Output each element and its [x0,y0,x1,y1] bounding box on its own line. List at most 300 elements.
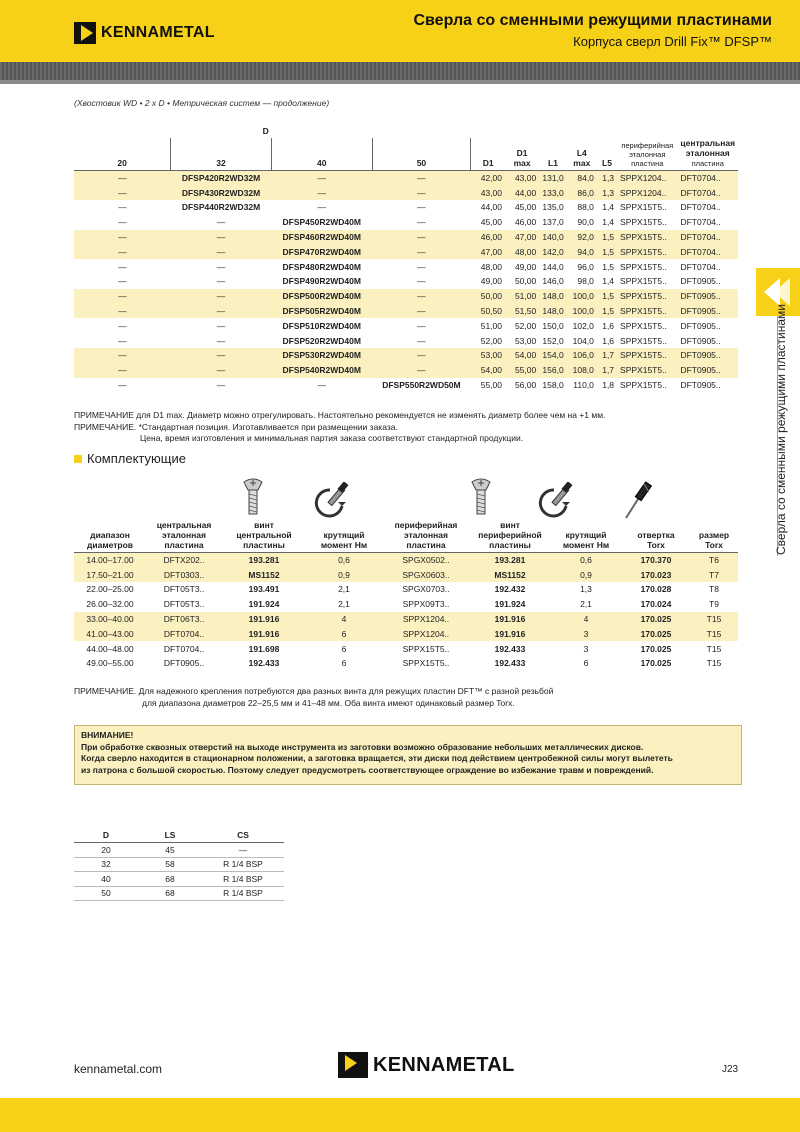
table-row [74,304,738,319]
table-cell: 1,3 [580,584,592,595]
table-cell: — [372,185,471,200]
table-cell: 14.00–17.00 [74,553,146,568]
footer-brand: KENNAMETAL [373,1053,515,1076]
table-cell: 53,00 [514,335,537,346]
table-cell: 50,50 [471,304,505,319]
table-cell: DFT0905.. [677,363,738,378]
table-cell: 1,7 [597,348,617,363]
table-row [74,626,738,641]
table-cell: T15 [690,626,738,641]
accessory-icons [74,478,738,520]
table-cell: 48,00 [505,244,539,259]
table-cell: 6 [583,658,589,669]
col-header-l4max: L4 max [567,138,597,171]
table-cell: 41.00–43.00 [74,626,146,641]
table-cell: — [118,320,127,331]
table-cell: 104,0 [572,335,594,346]
table-cell: 191.698 [248,643,280,654]
table-cell: 193.491 [248,584,280,595]
accessories-table [74,520,738,671]
table-cell: SPPX15T5.. [617,230,677,245]
table-cell: — [118,335,127,346]
table-cell: 33.00–40.00 [74,612,146,627]
table-cell: 192.432 [494,584,526,595]
table-cell: 44.00–48.00 [86,643,134,654]
table-cell: 150,0 [542,320,564,331]
table-cell: 54,00 [471,363,505,378]
table-cell: 1,8 [602,380,615,391]
table-cell: — [372,230,471,245]
table-cell: 86,0 [567,185,597,200]
screw-icon [470,478,492,518]
table-cell: 1,4 [602,217,615,228]
table-cell: DFSP460R2WD40M [271,230,372,245]
table-cell: SPPX15T5.. [620,276,667,287]
table-cell: 51,00 [480,320,502,331]
table-cell: — [171,363,272,378]
table-cell: 170.370 [622,553,690,568]
table-cell: R 1/4 BSP [202,872,284,887]
table-cell: 108,0 [567,363,597,378]
table-cell: 51,50 [505,304,539,319]
table-cell: — [372,363,471,378]
table-row [74,656,738,671]
table-cell: — [74,363,171,378]
table-cell: 20 [74,843,138,858]
table-cell: — [74,230,171,245]
table-cell: 142,0 [539,244,566,259]
table-cell: DFT0704.. [677,185,738,200]
table-cell: 170.028 [640,584,672,595]
table-cell: 191.924 [494,599,526,610]
table-cell: 100,0 [567,304,597,319]
table-cell: DFT0704.. [680,202,721,213]
table-cell: 1,5 [597,244,617,259]
accessories-notes [74,686,553,709]
table-row [74,553,738,568]
table-cell: 193.281 [470,553,550,568]
table-cell: 54,00 [505,348,539,363]
table-cell: 152,0 [542,335,564,346]
table-row [74,333,738,348]
table-cell: 1,5 [602,261,615,272]
table-cell: — [171,348,272,363]
table-cell: SPPX15T5.. [402,643,450,654]
table-cell: — [118,217,127,228]
col-header: периферийная эталонная пластина [382,520,470,553]
table-cell: 2,1 [580,599,592,610]
table-cell: DFSP430R2WD32M [171,185,272,200]
table-row [74,363,738,378]
table-cell: DFT0905.. [680,335,721,346]
table-cell: 96,0 [577,261,594,272]
table-cell: R 1/4 BSP [202,886,284,901]
table-cell: — [372,171,471,186]
table-cell: 133,0 [539,185,566,200]
table-cell: SPPX15T5.. [620,261,667,272]
table-cell: 0,6 [550,553,622,568]
table-cell: 6 [341,658,347,669]
table-cell: 49,00 [480,276,502,287]
table-cell: DFSP500R2WD40M [271,289,372,304]
table-cell: DFT0704.. [677,244,738,259]
table-cell: — [118,261,127,272]
table-cell: 88,0 [577,202,594,213]
table-cell: 6 [341,643,347,654]
table-cell: 55,00 [505,363,539,378]
table-cell: DFT0905.. [680,276,721,287]
page-number: J23 [722,1064,739,1075]
table-cell: 1,4 [602,276,615,287]
table-cell: DFSP490R2WD40M [282,276,361,287]
table-cell: DFSP450R2WD40M [282,217,361,228]
table-cell: — [216,261,226,272]
table-cell: 148,0 [539,304,566,319]
table-cell: DFT0905.. [677,289,738,304]
col-header: диапазон диаметров [74,520,146,553]
note-pricing: Цена, время изготовления и минимальная партия заказа соответствуют стандартной продукции. [140,433,524,443]
table-cell: — [74,171,171,186]
table-cell: 191.916 [470,612,550,627]
table-cell: T8 [709,584,719,595]
table-cell: 102,0 [572,320,594,331]
header-logo[interactable] [74,22,215,44]
col-header: центральная эталонная пластина [146,520,222,553]
table-cell: — [216,380,226,391]
col-header: винт периферийной пластины [470,520,550,553]
table-cell: — [118,380,127,391]
table-cell: 4 [306,612,382,627]
kennametal-logo-icon [74,22,96,44]
table-cell: 56,00 [514,380,537,391]
table-cell: DFSP420R2WD32M [171,171,272,186]
col-header: крутящий момент Нм [306,520,382,553]
table-cell: — [118,276,127,287]
table-cell: — [171,244,272,259]
torque-wrench-icon [538,482,578,520]
table-cell: — [216,217,226,228]
table-cell: 26.00–32.00 [86,599,134,610]
table-cell: 47,00 [471,244,505,259]
table-cell: DFT0704.. [677,171,738,186]
col-header-20: 20 [74,138,171,171]
table-cell: 48,00 [480,261,502,272]
drill-body-table [74,126,738,392]
table-row [74,597,738,612]
table-cell: — [372,289,471,304]
table-row [74,230,738,245]
table-cell: 45,00 [480,217,502,228]
table-cell: 4 [550,612,622,627]
table-cell: 191.924 [248,599,280,610]
warning-line-1: При обработке сквозных отверстий на выходе инструмента из заготовки возможно образование небольших металлических дисков. [81,741,644,752]
table-cell: — [372,348,471,363]
table-cell: — [118,202,127,213]
table-cell: — [74,244,171,259]
table-cell: 0,9 [550,567,622,582]
table-cell: — [202,843,284,858]
warning-line-3: из патрона с большой скоростью. Поэтому следует предусмотреть соответствующее ограждение во избежание травм и повреждений. [81,764,654,775]
table-cell: 58 [138,857,202,872]
note-screws: ПРИМЕЧАНИЕ. Для надежного крепления потребуются два разных винта для режущих пластин DFT™ с разной резьбой [74,686,554,696]
section-heading-text: Комплектующие [87,451,186,466]
table-row [74,612,738,627]
table-cell: 140,0 [539,230,566,245]
table-cell: 3 [583,643,589,654]
table-cell: 47,00 [505,230,539,245]
table-cell: SPGX0502.. [382,553,470,568]
table-cell: — [317,380,326,391]
table-cell: — [417,335,426,346]
header-stripe [0,62,800,80]
table-cell: 158,0 [542,380,564,391]
table-cell: — [417,320,426,331]
table-cell: 135,0 [542,202,564,213]
warning-title: ВНИМАНИЕ! [81,730,134,740]
note-screws-cont: для диапазона диаметров 22–25,5 мм и 41–48 мм. Оба винта имеют одинаковый размер Torx. [142,697,515,708]
table-row [74,348,738,363]
warning-line-2: Когда сверло находится в стационарном положении, а заготовка вращается, эти диски под действием центробежной силы могут вылететь [81,753,673,763]
table-cell: SPPX15T5.. [620,335,667,346]
table-cell: DFSP550R2WD50M [382,380,461,391]
table-cell: MS1152 [470,567,550,582]
table-row [74,244,738,259]
table-cell: DFSP540R2WD40M [271,363,372,378]
table-cell: 170.024 [640,599,672,610]
table-cell: 68 [138,886,202,901]
table-cell: DFT05T3.. [163,584,205,595]
col-header-peripheral-insert: периферийная эталонная пластина [617,138,677,171]
table-cell: T15 [690,612,738,627]
table-cell: 1,4 [602,202,615,213]
table-cell: T15 [706,643,722,654]
table-cell: DFSP480R2WD40M [282,261,361,272]
table-cell: SPPX15T5.. [617,363,677,378]
table-cell: SPPX15T5.. [402,658,450,669]
table-cell: 193.281 [222,553,306,568]
table-cell: SPPX1204.. [617,171,677,186]
table-row [74,289,738,304]
table-cell: 17.50–21.00 [74,567,146,582]
table-cell: 1,5 [597,304,617,319]
table-cell: SPGX0703.. [402,584,450,595]
table-cell: DFSP470R2WD40M [271,244,372,259]
table-cell: 1,5 [597,289,617,304]
col-header-central-insert: центральная эталонная пластина [677,138,738,171]
table-cell: DFSP530R2WD40M [271,348,372,363]
table-cell: SPPX15T5.. [617,304,677,319]
table-cell: — [417,261,426,272]
table-cell: — [74,348,171,363]
table-cell: DFT0704.. [163,643,205,654]
table-cell: 154,0 [539,348,566,363]
table-cell: — [271,171,372,186]
col-header-d: D [74,830,138,843]
table-cell: 50 [74,886,138,901]
table-row [74,200,738,215]
table-cell: — [216,276,226,287]
table-cell: SPGX0603.. [382,567,470,582]
table-cell: SPPX09T3.. [402,599,450,610]
table-cell: SPPX15T5.. [617,244,677,259]
table-cell: 131,0 [539,171,566,186]
table-cell: 84,0 [567,171,597,186]
table-row [74,582,738,597]
table-cell: T15 [706,658,722,669]
table-cell: 110,0 [573,380,594,391]
table-cell: DFT0905.. [680,320,721,331]
table-cell: 1,6 [602,335,615,346]
table-cell: DFT0704.. [680,261,721,272]
table-cell: 44,00 [480,202,502,213]
col-header-l5: L5 [597,138,617,171]
table-cell: 137,0 [542,217,564,228]
footer-link[interactable]: kennametal.com [74,1062,163,1076]
table-cell: — [271,185,372,200]
table-cell: SPPX1204.. [382,626,470,641]
table-cell: 53,00 [471,348,505,363]
table-row [74,857,284,872]
table-cell: SPPX15T5.. [620,320,667,331]
table-row [74,185,738,200]
table-cell: 46,00 [514,217,537,228]
table-cell: SPPX15T5.. [617,289,677,304]
table-cell: 1,7 [597,363,617,378]
table-cell: — [171,304,272,319]
table-notes [74,410,605,445]
table-cell: — [317,202,326,213]
note-d1max: ПРИМЕЧАНИЕ для D1 max. Диаметр можно отрегулировать. Настоятельно рекомендуется не изменять диаметр более чем на +1 мм. [74,410,606,420]
table-cell: 43,00 [505,171,539,186]
table-cell: — [74,289,171,304]
table-cell: 90,0 [577,217,594,228]
col-header-50: 50 [372,138,471,171]
table-cell: 0,6 [306,553,382,568]
page-title: Сверла со сменными режущими пластинами [413,12,772,29]
table-caption: (Хвостовик WD • 2 x D • Метрическая систем — продолжение) [74,98,330,108]
table-cell: MS1152 [222,567,306,582]
table-cell: 191.916 [470,626,550,641]
table-cell: 40 [74,872,138,887]
table-cell: T9 [709,599,719,610]
table-row [74,259,738,274]
screw-icon [242,478,264,518]
shank-table [74,830,284,901]
col-header: размер Torx [690,520,738,553]
chevron-left-icon [774,278,790,306]
footer-bar [0,1098,800,1132]
col-header: отвертка Torx [622,520,690,553]
table-cell: 52,00 [514,320,537,331]
table-cell: 94,0 [567,244,597,259]
table-cell: 68 [138,872,202,887]
table-row [74,872,284,887]
table-cell: DFT0704.. [677,230,738,245]
table-cell: DFSP440R2WD32M [181,202,261,213]
table-cell: 43,00 [471,185,505,200]
table-cell: — [417,202,426,213]
table-cell: 50,00 [471,289,505,304]
table-cell: SPPX1204.. [617,185,677,200]
table-cell: 42,00 [471,171,505,186]
table-cell: — [417,276,426,287]
col-header: винт центральной пластины [222,520,306,553]
table-cell: 148,0 [539,289,566,304]
table-cell: — [171,230,272,245]
page-subtitle: Корпуса сверл Drill Fix™ DFSP™ [573,34,772,49]
table-cell: 106,0 [567,348,597,363]
table-cell: 45,00 [514,202,537,213]
table-cell: 92,0 [567,230,597,245]
col-header-l1: L1 [539,138,566,171]
table-cell: — [372,244,471,259]
table-row [74,318,738,333]
table-cell: 1,3 [597,171,617,186]
table-cell: — [372,304,471,319]
table-cell: 49.00–55.00 [86,658,134,669]
table-cell: DFT0704.. [146,626,222,641]
table-row [74,843,284,858]
table-cell: 52,00 [480,335,502,346]
table-cell: — [74,304,171,319]
table-cell: 170.025 [640,643,672,654]
screwdriver-icon [622,480,656,520]
kennametal-logo-icon [338,1052,368,1078]
table-cell: 51,00 [505,289,539,304]
table-cell: — [417,217,426,228]
table-cell: R 1/4 BSP [202,857,284,872]
table-cell: DFT0704.. [680,217,721,228]
table-cell: SPPX1204.. [382,612,470,627]
table-cell: DFT0905.. [677,348,738,363]
table-cell: DFSP520R2WD40M [282,335,361,346]
table-cell: T6 [690,553,738,568]
header-divider [0,80,800,84]
table-cell: DFT0905.. [163,658,205,669]
table-cell: 191.916 [222,626,306,641]
table-cell: 98,0 [577,276,594,287]
table-cell: DFSP505R2WD40M [271,304,372,319]
torque-wrench-icon [314,482,354,520]
table-cell: 1,3 [597,185,617,200]
table-cell: 49,00 [514,261,537,272]
table-cell: 2,1 [338,584,350,595]
table-cell: 45 [138,843,202,858]
table-cell: SPPX15T5.. [620,202,667,213]
col-header: крутящий момент Нм [550,520,622,553]
table-cell: 100,0 [567,289,597,304]
table-cell: — [171,289,272,304]
table-cell: SPPX15T5.. [617,348,677,363]
table-cell: — [74,185,171,200]
table-cell: DFT06T3.. [146,612,222,627]
table-cell: 46,00 [471,230,505,245]
table-row [74,274,738,289]
table-cell: 50,00 [514,276,537,287]
group-header-d: D [262,126,269,136]
warning-box [74,725,742,785]
side-section-label: Сверла со сменными режущими пластинами [774,304,788,555]
table-cell: 6 [306,626,382,641]
table-cell: DFT0905.. [680,380,721,391]
table-cell: — [216,335,226,346]
table-cell: 192.433 [494,643,526,654]
header-brand: KENNAMETAL [101,24,215,41]
table-cell: 1,5 [597,230,617,245]
table-cell: 0,9 [306,567,382,582]
section-heading [74,451,186,466]
table-cell: DFSP510R2WD40M [282,320,361,331]
